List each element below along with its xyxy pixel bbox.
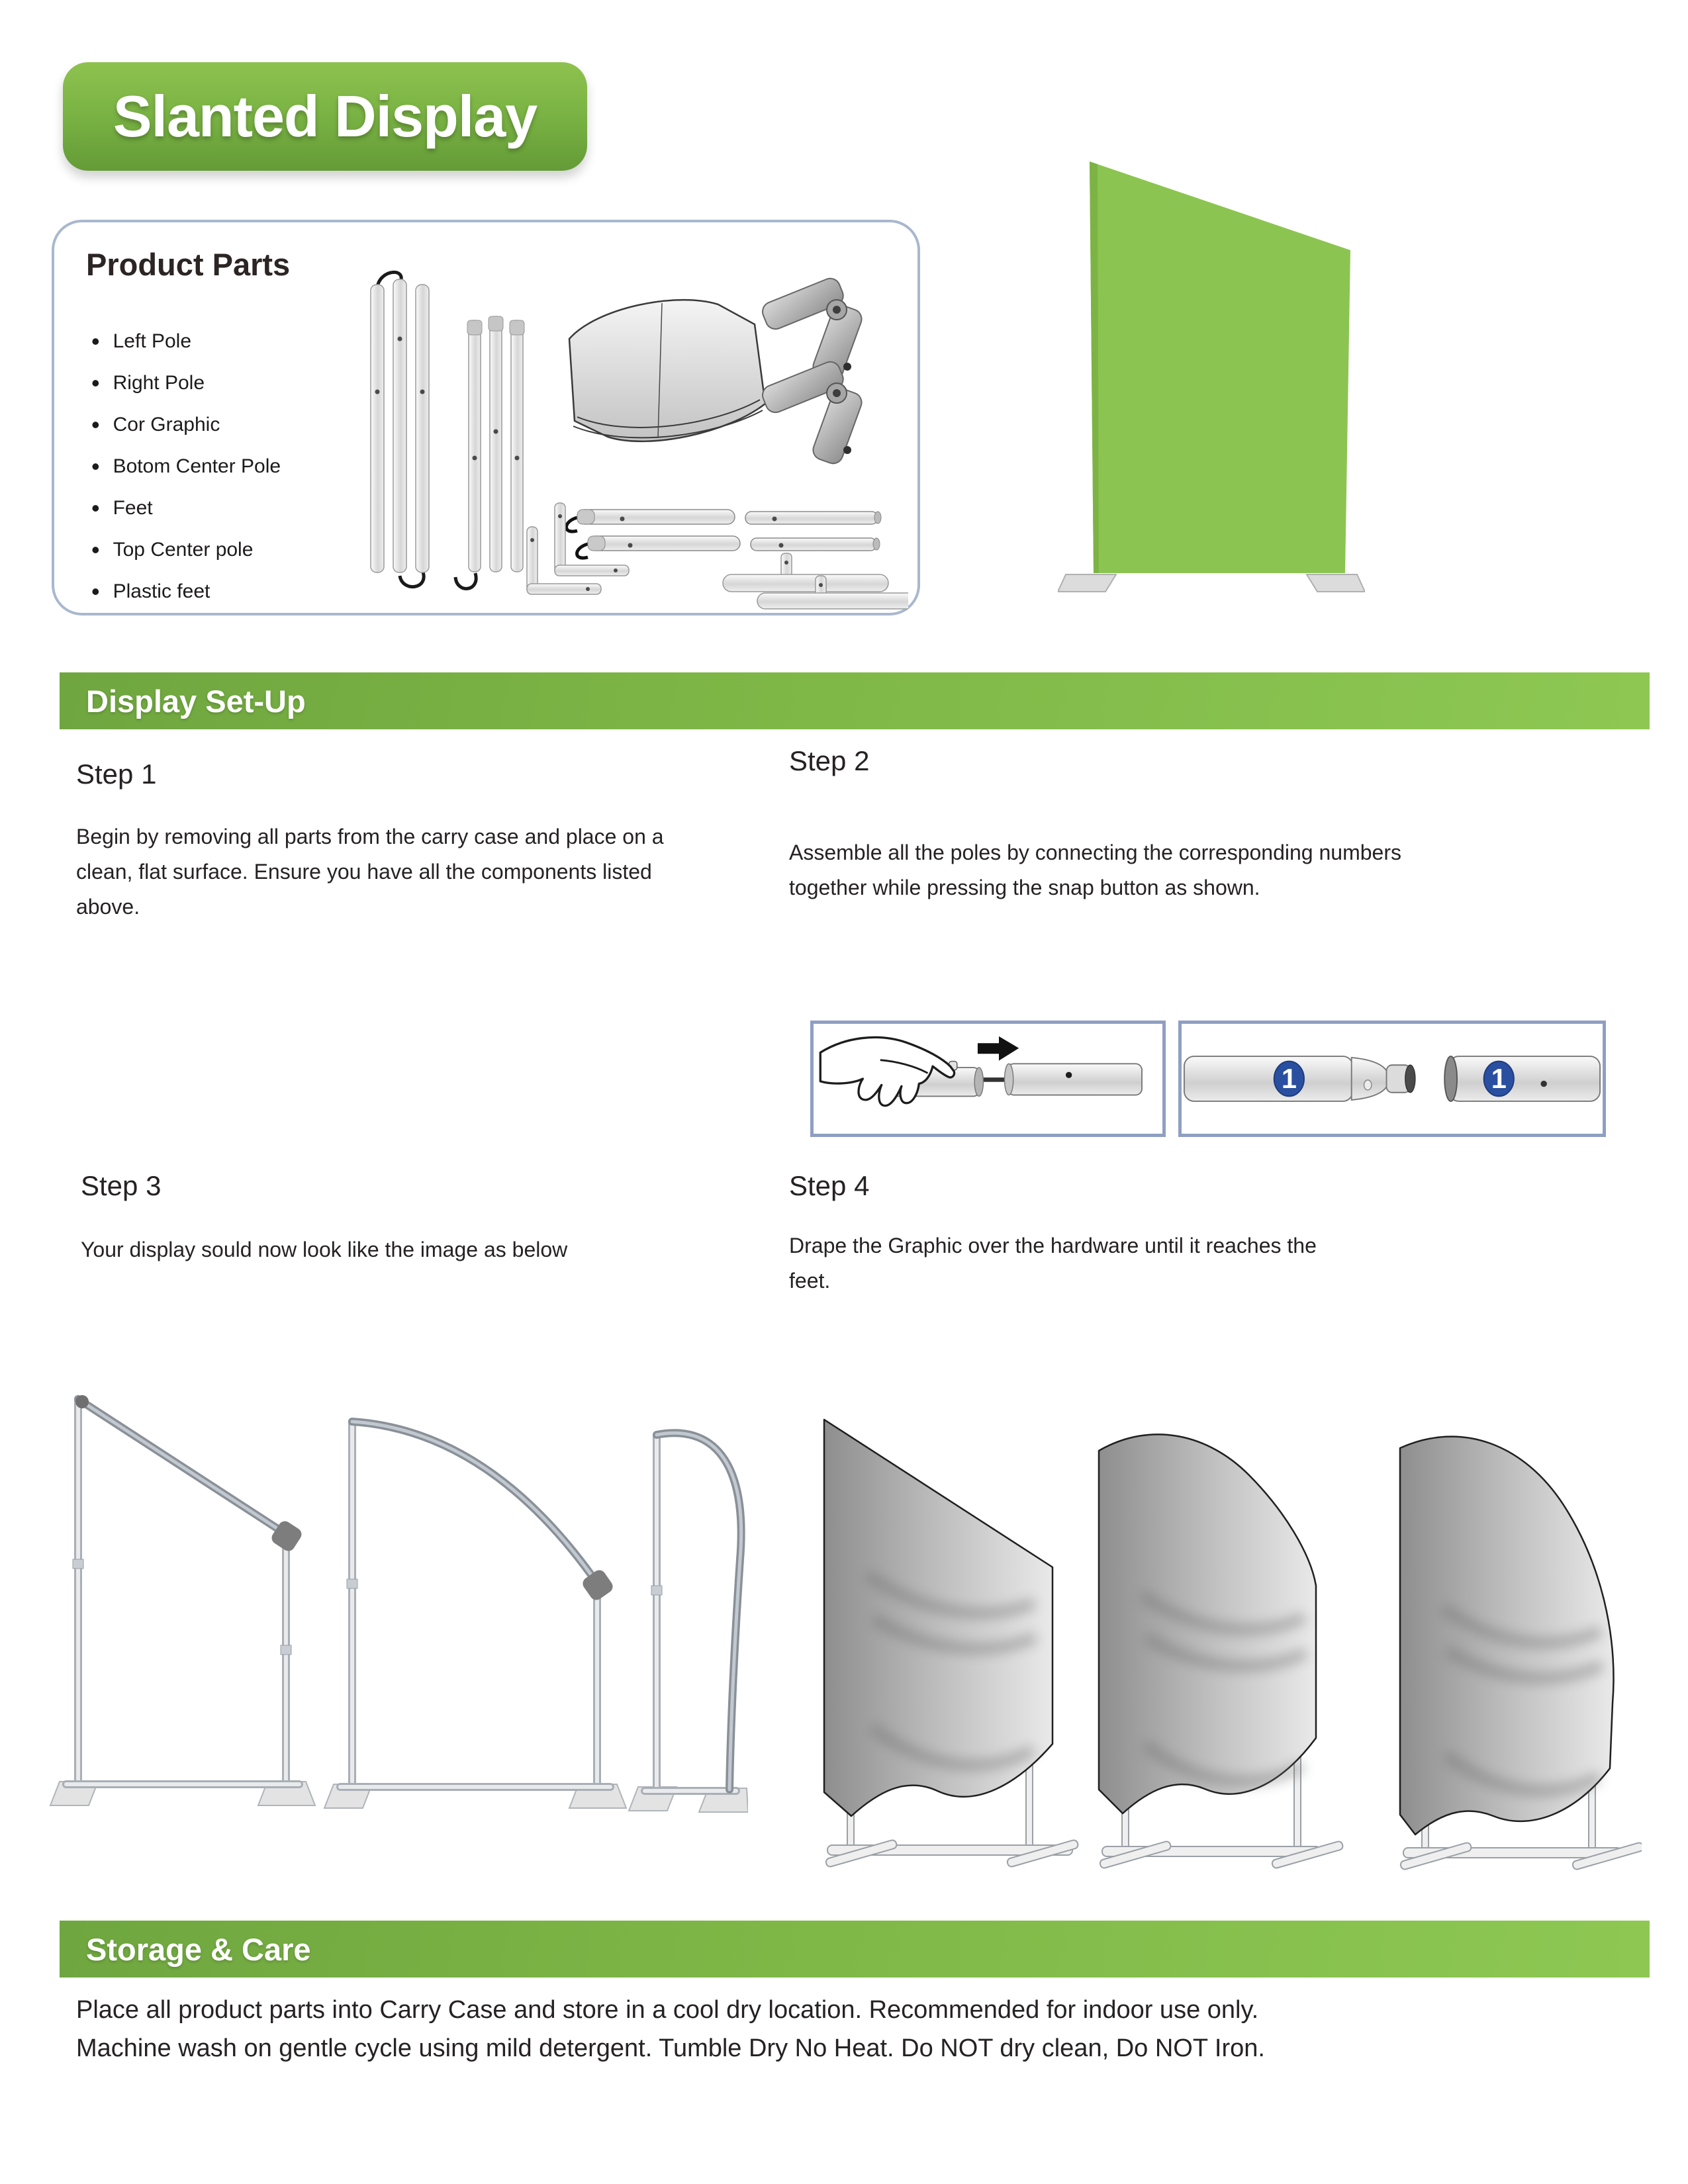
part-name: Cor Graphic bbox=[113, 413, 220, 435]
pole-number-badge-text: 1 bbox=[1491, 1063, 1507, 1095]
step-4-label: Step 4 bbox=[789, 1170, 870, 1201]
part-name: Left Pole bbox=[113, 330, 192, 352]
product-parts-box bbox=[52, 220, 920, 615]
storage-care-line-2: Machine wash on gentle cycle using mild detergent. Tumble Dry No Heat. Do NOT dry clean, Do NOT Iron. bbox=[76, 2034, 1265, 2062]
frame-curved bbox=[324, 1422, 626, 1808]
part-name: Right Pole bbox=[113, 371, 205, 394]
product-parts-heading: Product Parts bbox=[86, 247, 291, 282]
step-2-body: Assemble all the poles by connecting the corresponding numbers together while pressing the snap button as shown. bbox=[789, 841, 1401, 899]
bullet-icon: • bbox=[91, 535, 100, 563]
part-name: Botom Center Pole bbox=[113, 455, 281, 477]
part-name: Top Center pole bbox=[113, 538, 254, 561]
list-item bbox=[91, 404, 281, 445]
list-item bbox=[91, 529, 281, 570]
draped-banner-slant bbox=[824, 1420, 1053, 1816]
step-1-body: Begin by removing all parts from the carry case and place on a clean, flat surface. Ensure you have all the components listed above. bbox=[76, 825, 664, 919]
bullet-icon: • bbox=[91, 577, 100, 605]
pole-male-end bbox=[1184, 1056, 1415, 1101]
parts-illustration bbox=[344, 259, 908, 610]
short-poles-icon bbox=[455, 316, 524, 588]
numbered-pole-figure bbox=[1178, 1021, 1606, 1137]
step-2-label: Step 2 bbox=[789, 745, 870, 776]
draped-display-figure bbox=[781, 1357, 1642, 1886]
display-panel bbox=[1090, 161, 1350, 573]
snap-hole bbox=[1540, 1081, 1546, 1087]
corner-connector-icon bbox=[760, 275, 865, 466]
bullet-icon: • bbox=[91, 369, 100, 396]
snap-button-figure bbox=[810, 1021, 1166, 1137]
storage-care-body bbox=[76, 1991, 1625, 2068]
product-parts-list bbox=[91, 320, 281, 612]
step-4-body: Drape the Graphic over the hardware until it reaches the feet. bbox=[789, 1234, 1317, 1293]
display-foot-right bbox=[1307, 574, 1365, 592]
step-3-label: Step 3 bbox=[81, 1170, 162, 1201]
bullet-icon: • bbox=[91, 327, 100, 355]
bullet-icon: • bbox=[91, 410, 100, 438]
top-center-pole-icon bbox=[567, 510, 882, 531]
step-1-label: Step 1 bbox=[76, 758, 157, 790]
part-name: Feet bbox=[113, 496, 153, 519]
bottom-center-pole-icon bbox=[577, 536, 880, 558]
storage-care-line-1: Place all product parts into Carry Case and store in a cool dry location. Recommended for indoor use only. bbox=[76, 1996, 1259, 2024]
frame-slant bbox=[50, 1395, 315, 1805]
list-item bbox=[91, 445, 281, 487]
step-3-body: Your display sould now look like the image as below bbox=[81, 1238, 568, 1261]
display-panel-edge bbox=[1090, 161, 1099, 573]
base-foot-icon bbox=[723, 553, 908, 609]
display-foot-left bbox=[1058, 574, 1116, 592]
bullet-icon: • bbox=[91, 452, 100, 480]
pole-number-badge-text: 1 bbox=[1281, 1063, 1297, 1095]
list-item bbox=[91, 570, 281, 612]
title-banner bbox=[63, 62, 587, 171]
setup-section-title: Display Set-Up bbox=[86, 683, 306, 719]
pole-female-end bbox=[1444, 1056, 1600, 1101]
slanted-display-graphic bbox=[1058, 144, 1365, 597]
folded-graphic-icon bbox=[569, 300, 765, 441]
storage-section-bar bbox=[60, 1921, 1650, 1978]
list-item bbox=[91, 320, 281, 362]
snap-hole bbox=[1066, 1072, 1072, 1078]
frame-arc bbox=[629, 1433, 748, 1812]
storage-section-title: Storage & Care bbox=[86, 1931, 311, 1967]
part-name: Plastic feet bbox=[113, 580, 211, 602]
draped-banner-curved bbox=[1099, 1434, 1316, 1813]
frames-figure bbox=[26, 1361, 748, 1853]
page-title: Slanted Display bbox=[113, 83, 538, 149]
bullet-icon: • bbox=[91, 494, 100, 522]
pole-right bbox=[1008, 1064, 1142, 1095]
list-item bbox=[91, 362, 281, 404]
list-item bbox=[91, 487, 281, 529]
arrow-right-icon bbox=[978, 1036, 1019, 1061]
long-poles-icon bbox=[371, 272, 429, 586]
setup-section-bar bbox=[60, 672, 1650, 729]
draped-banner-arc bbox=[1400, 1437, 1613, 1835]
